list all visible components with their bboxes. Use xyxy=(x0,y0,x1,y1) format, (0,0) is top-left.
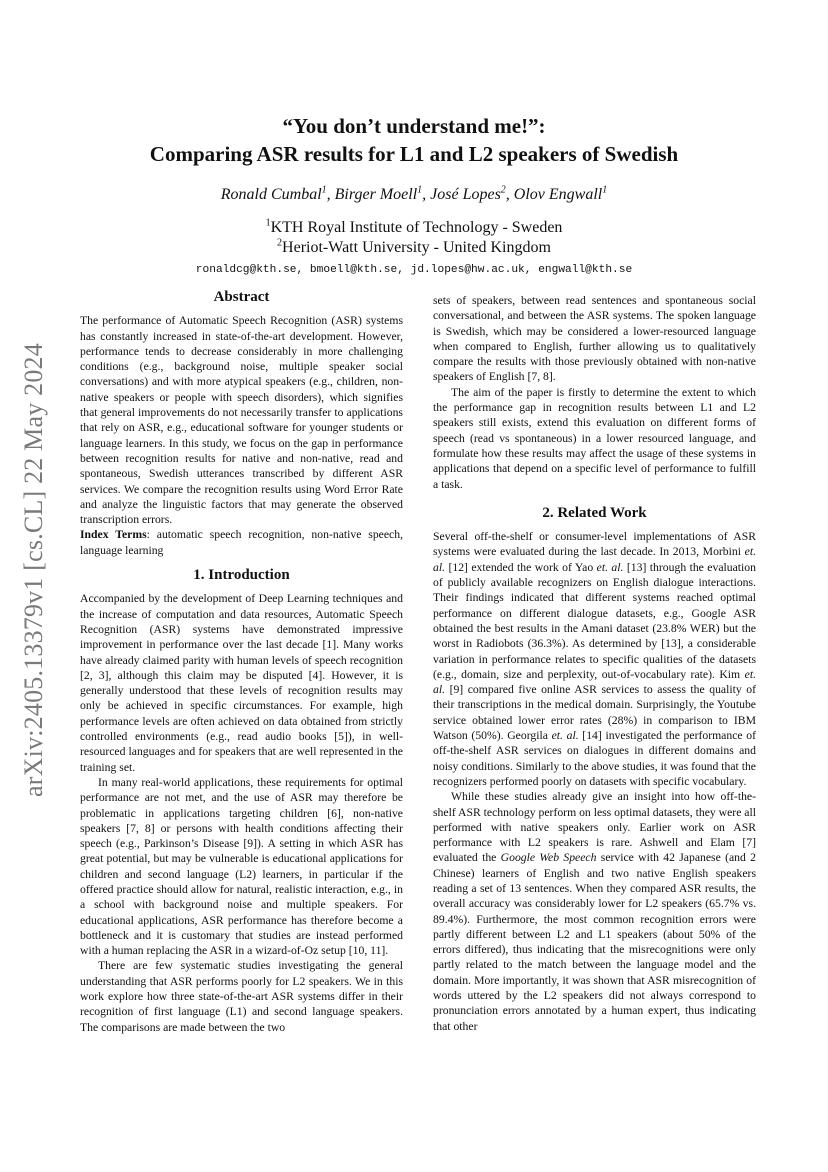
title-line-2: Comparing ASR results for L1 and L2 speakers of Swedish xyxy=(149,142,679,166)
author-affil-sup: 2 xyxy=(500,184,506,196)
author-affil-sup: 1 xyxy=(602,184,608,196)
left-column xyxy=(80,290,403,1035)
related-paragraph-2: While these studies already give an insight into how off-the-shelf ASR technology perform on less optimal datasets, they were all performed with native speakers only. Earlier work on ASR performance with L2 speakers is rare. Ashwell and Elam [7] evaluated the Google Web Speech service with 42 Japanese (and 2 Chinese) learners of English and two native English speakers reading a set of 13 sentences. When they compared ASR results, the overall accuracy was considerably lower for L2 speakers (65.7% vs. 89.4%). Furthermore, the most common recognition errors were partly different between L2 and L1 speakers (about 50% of the errors differed), thus indicating that the misrecognitions were only partly related to the match between the language model and the domain. More importantly, it was shown that ASR misrecognition of words uttered by the L2 speakers did not always correspond to pronunciation errors annotated by a human expert, thus indicating that other xyxy=(433,790,756,1033)
et-al: et. al. xyxy=(551,729,579,743)
right-column xyxy=(433,293,756,1034)
intro-paragraph-3: There are few systematic studies investigating the general understanding that ASR performs poorly for L2 speakers. We in this work explore how three state-of-the-art ASR systems differ in their recognition of first language (L1) and second language speakers. The comparisons are made between the two xyxy=(80,959,403,1034)
author-list: Ronald Cumbal$^1$, Birger Moell$^1$, José Lopes$^2$, Olov Engwall$^1$ xyxy=(220,184,608,203)
index-terms xyxy=(80,527,403,558)
intro-paragraph-3-continued: sets of speakers, between read sentences and spontaneous social conversational, and between the ASR systems. The spoken language is Swedish, which may be considered a lower-resourced language when compared to English, further allowing us to qualitatively compare the results with those previously obtained with non-native speakers of English [7, 8]. xyxy=(433,294,756,384)
title-line-1: “You don’t understand me!”: xyxy=(282,114,546,138)
paper-header xyxy=(0,112,828,276)
author-name: Ronald Cumbal xyxy=(220,186,322,203)
author-affil-sup: 1 xyxy=(417,184,423,196)
et-al: et. al. xyxy=(596,560,624,574)
intro-paragraph-4: The aim of the paper is firstly to determine the extent to which the performance gap in recognition results between L1 and L2 speakers still exists, extend this evaluation on different forms of speech (read vs spontaneous) in a lower resourced language, and formulate how these results may affect the usage of these systems in applications that depend on a specific level of performance to fulfill a task. xyxy=(433,385,756,491)
related-work-heading: 2. Related Work xyxy=(542,504,647,521)
author-emails: ronaldcg@kth.se, bmoell@kth.se, jd.lopes@hw.ac.uk, engwall@kth.se xyxy=(195,264,633,276)
et-al: et. al. xyxy=(433,667,756,697)
arxiv-identifier xyxy=(4,320,64,820)
author-affil-sup: 1 xyxy=(321,184,327,196)
related-paragraph-1: Several off-the-shelf or consumer-level implementations of ASR systems were evaluated during the last decade. In 2013, Morbini et. al. [12] extended the work of Yao et. al. [13] through the evaluation of publicly available recognizers on English dialogue interactions. Their findings indicated that different systems reached optimal performance on different dialogue datasets, e.g., Google ASR obtained the best results in the Amani dataset (23.8% WER) but the worst in Radiobots (36.3%). As determined by [13], a considerable variation in performance relates to specific qualities of the datasets (e.g., domain, size and perplexity, out-of-vocabulary rate). Kim et. al. [9] compared five online ASR services to assess the quality of their transcriptions in the medical domain. Surprisingly, the Youtube service obtained lower error rates (28%) in comparison to IBM Watson (50%). Georgila et. al. [14] investigated the performance of off-the-shelf ASR services on dialogues in different domains and noisy conditions. Similarly to the above studies, it was found that the recognizers performed poorly on datasets with specific vocabulary. xyxy=(433,530,756,788)
author-name: Olov Engwall xyxy=(513,186,603,203)
affiliation-1 xyxy=(0,218,828,238)
index-terms-text: : automatic speech recognition, non-native speech, language learning xyxy=(80,528,404,557)
affiliation-text: Heriot-Watt University - United Kingdom xyxy=(282,239,551,256)
arxiv-identifier-text: arXiv:2405.13379v1 [cs.CL] 22 May 2024 xyxy=(19,343,48,797)
affiliation-text: KTH Royal Institute of Technology - Sweden xyxy=(270,219,563,236)
et-al: et. al. xyxy=(433,545,756,574)
affiliation-sup: 2 xyxy=(277,237,283,249)
author-name: Birger Moell xyxy=(334,186,418,203)
introduction-heading: 1. Introduction xyxy=(193,567,290,584)
intro-paragraph-2: In many real-world applications, these requirements for optimal performance are not met, and the use of ASR may therefore be problematic in applications targeting children [6], non-native speakers [7, 8] or persons with health conditions affecting their speech (e.g., Parkinson’s Disease [9]). A setting in which ASR has great potential, but may be vulnerable is educational applications for children and second language (L2) learners, in particular if the offered practice should allow for natural, realistic interaction, e.g., in a school with background noise and multiple speakers. For educational applications, ASR performance has therefore become a bottleneck and it is customary that studies are instead performed with a human replacing the ASR in a wizard-of-Oz setup [10, 11]. xyxy=(80,775,403,958)
author-name: José Lopes xyxy=(430,186,501,203)
intro-paragraph-1: Accompanied by the development of Deep Learning techniques and the increase of computation and data resources, Automatic Speech Recognition (ASR) systems have demonstrated impressive improvement in performance over the last decade [1]. Many works have already claimed parity with human levels of speech recognition [2, 3], although this claim may be disputed [4]. However, it is generally understood that these levels of recognition results may only be achieved in specific circumstances. For example, high performance levels are often achieved on data obtained from strictly controlled environments (e.g., read audio books [5]), in well-resourced languages and for speakers that are well represented in the training set. xyxy=(80,592,403,774)
affiliations xyxy=(0,218,828,258)
google-web-speech: Google Web Speech xyxy=(500,851,597,865)
affiliation-sup: 1 xyxy=(265,217,271,229)
paper-title xyxy=(0,112,828,168)
abstract-heading: Abstract xyxy=(213,289,270,305)
index-terms-label: Index Terms xyxy=(80,528,147,542)
abstract-text: The performance of Automatic Speech Recognition (ASR) systems has constantly increased in state-of-the-art development. However, performance tends to decrease considerably in more challenging conditions (e.g., background noise, multiple speaker social conversations) and with more atypical speakers (e.g., children, non-native speakers or people with speech disorders), which signifies that general improvements do not necessarily transfer to applications that rely on ASR, e.g., educational software for younger students or language learners. In this study, we focus on the gap in performance between recognition results for native and non-native, read and spontaneous, Swedish utterances transcribed by different ASR services. We compare the recognition results using Word Error Rate and analyze the linguistic factors that may generate the observed transcription errors. xyxy=(80,314,403,527)
affiliation-2 xyxy=(0,238,828,258)
